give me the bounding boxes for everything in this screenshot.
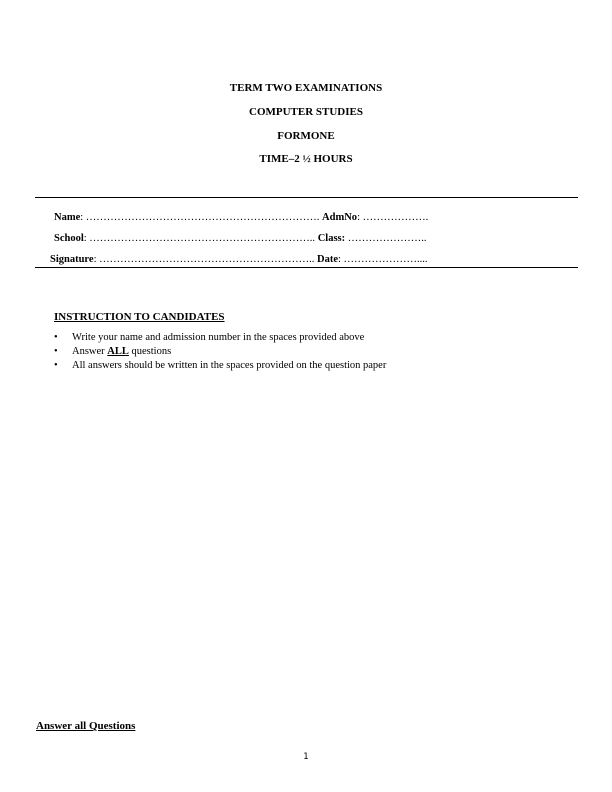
instructions-list xyxy=(54,331,386,374)
bullet-icon: • xyxy=(54,346,58,358)
all-emphasis: ALL xyxy=(107,346,129,358)
school-label: School xyxy=(54,233,84,244)
form-title: FORMONE xyxy=(277,130,335,142)
name-field[interactable]: : …………………………………………………………. xyxy=(80,212,323,223)
exam-title: TERM TWO EXAMINATIONS xyxy=(229,82,383,94)
class-label: Class: xyxy=(317,233,346,244)
signature-label: Signature xyxy=(50,254,94,265)
time-allowed: TIME–2 ½ HOURS xyxy=(259,153,353,165)
subject-title: COMPUTER STUDIES xyxy=(249,106,363,118)
date-field[interactable]: : ………………….... xyxy=(338,254,428,265)
answer-all-heading: Answer all Questions xyxy=(36,720,136,732)
instruction-item: • All answers should be written in the spaces provided on the question paper xyxy=(54,359,386,373)
school-field[interactable]: : ……………………………………………………….. xyxy=(83,233,318,244)
top-divider xyxy=(35,197,578,198)
bullet-icon: • xyxy=(54,360,58,372)
signature-field[interactable]: : …………………………………………………….. xyxy=(93,254,317,265)
bottom-divider xyxy=(35,267,578,268)
date-label: Date xyxy=(317,254,338,265)
instruction-item: • Answer ALL questions xyxy=(54,345,386,359)
signature-date-row xyxy=(50,254,428,265)
admno-label: AdmNo xyxy=(322,212,358,223)
name-label: Name xyxy=(54,212,81,223)
page-number: 1 xyxy=(303,752,309,762)
school-class-row xyxy=(54,233,426,244)
instructions-heading: INSTRUCTION TO CANDIDATES xyxy=(54,311,225,323)
name-admno-row xyxy=(54,212,428,223)
instruction-item: • Write your name and admission number in the spaces provided above xyxy=(54,331,386,345)
bullet-icon: • xyxy=(54,332,58,343)
class-field[interactable]: ………………….. xyxy=(345,233,427,244)
admno-field[interactable]: : ………………. xyxy=(357,212,429,223)
